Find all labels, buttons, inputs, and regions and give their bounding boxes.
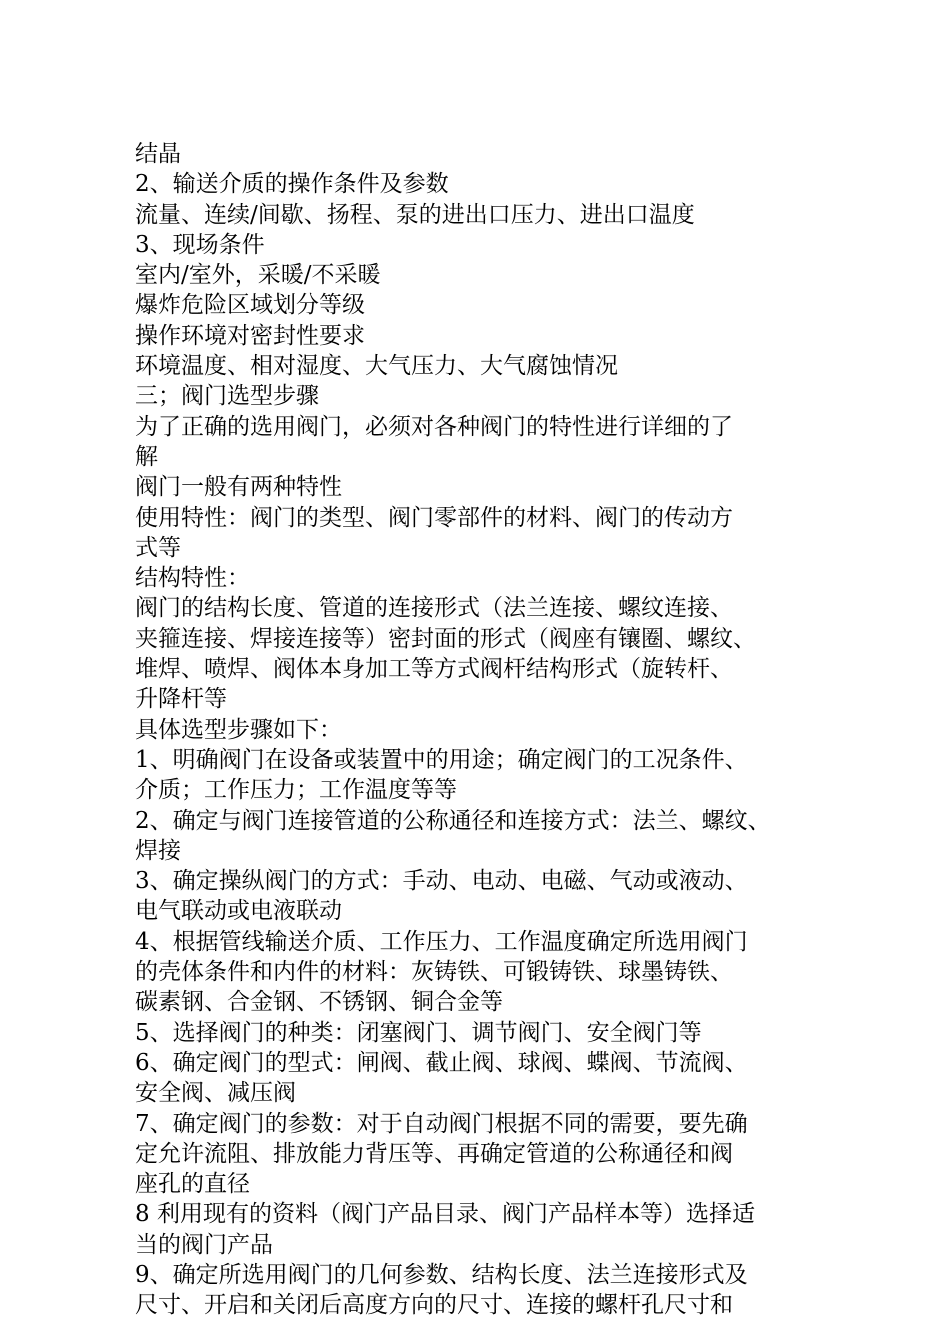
text-line: 阀门一般有两种特性 [135,474,342,501]
document-body [135,139,835,1321]
text-line: 流量、连续/间歇、扬程、泵的进出口压力、进出口温度 [135,201,695,228]
text-line: 当的阀门产品 [135,1231,273,1258]
text-line: 操作环境对密封性要求 [135,322,365,349]
text-line: 夹箍连接、焊接连接等）密封面的形式（阀座有镶圈、螺纹、 [135,625,756,652]
text-line: 具体选型步骤如下： [135,716,342,743]
text-line: 环境温度、相对湿度、大气压力、大气腐蚀情况 [135,353,618,380]
text-line: 为了正确的选用阀门，必须对各种阀门的特性进行详细的了 [135,413,733,440]
text-line: 5、选择阀门的种类：闭塞阀门、调节阀门、安全阀门等 [135,1019,702,1046]
text-line: 8 利用现有的资料（阀门产品目录、阀门产品样本等）选择适 [135,1201,755,1228]
text-line: 结构特性： [135,565,250,592]
text-line: 9、确定所选用阀门的几何参数、结构长度、法兰连接形式及 [135,1261,748,1288]
text-line: 焊接 [135,837,181,864]
text-line: 1、明确阀门在设备或装置中的用途；确定阀门的工况条件、 [135,746,748,773]
text-line: 使用特性：阀门的类型、阀门零部件的材料、阀门的传动方 [135,504,733,531]
text-line: 堆焊、喷焊、阀体本身加工等方式阀杆结构形式（旋转杆、 [135,656,733,683]
text-line: 尺寸、开启和关闭后高度方向的尺寸、连接的螺杆孔尺寸和 [135,1292,733,1319]
text-line: 式等 [135,534,181,561]
text-line: 安全阀、减压阀 [135,1080,296,1107]
text-line: 室内/室外，采暖/不采暖 [135,262,381,289]
text-line: 阀门的结构长度、管道的连接形式（法兰连接、螺纹连接、 [135,595,733,622]
text-line: 2、输送介质的操作条件及参数 [135,171,449,198]
text-line: 2、确定与阀门连接管道的公称通径和连接方式：法兰、螺纹、 [135,807,771,834]
text-line: 的壳体条件和内件的材料：灰铸铁、可锻铸铁、球墨铸铁、 [135,959,733,986]
text-line: 3、现场条件 [135,231,265,258]
text-line: 碳素钢、合金钢、不锈钢、铜合金等 [135,989,503,1016]
text-line: 定允许流阻、排放能力背压等、再确定管道的公称通径和阀 [135,1140,733,1167]
text-line: 3、确定操纵阀门的方式：手动、电动、电磁、气动或液动、 [135,868,748,895]
text-line: 爆炸危险区域划分等级 [135,292,365,319]
text-line: 介质；工作压力；工作温度等等 [135,777,457,804]
text-line: 升降杆等 [135,686,227,713]
text-line: 座孔的直径 [135,1171,250,1198]
text-line: 结晶 [135,141,181,167]
text-line: 三；阀门选型步骤 [135,383,319,410]
text-line: 4、根据管线输送介质、工作压力、工作温度确定所选用阀门 [135,928,748,955]
text-line: 电气联动或电液联动 [135,898,342,925]
text-line: 解 [135,443,158,470]
text-line: 6、确定阀门的型式：闸阀、截止阀、球阀、蝶阀、节流阀、 [135,1049,748,1076]
text-line: 7、确定阀门的参数：对于自动阀门根据不同的需要，要先确 [135,1110,748,1137]
